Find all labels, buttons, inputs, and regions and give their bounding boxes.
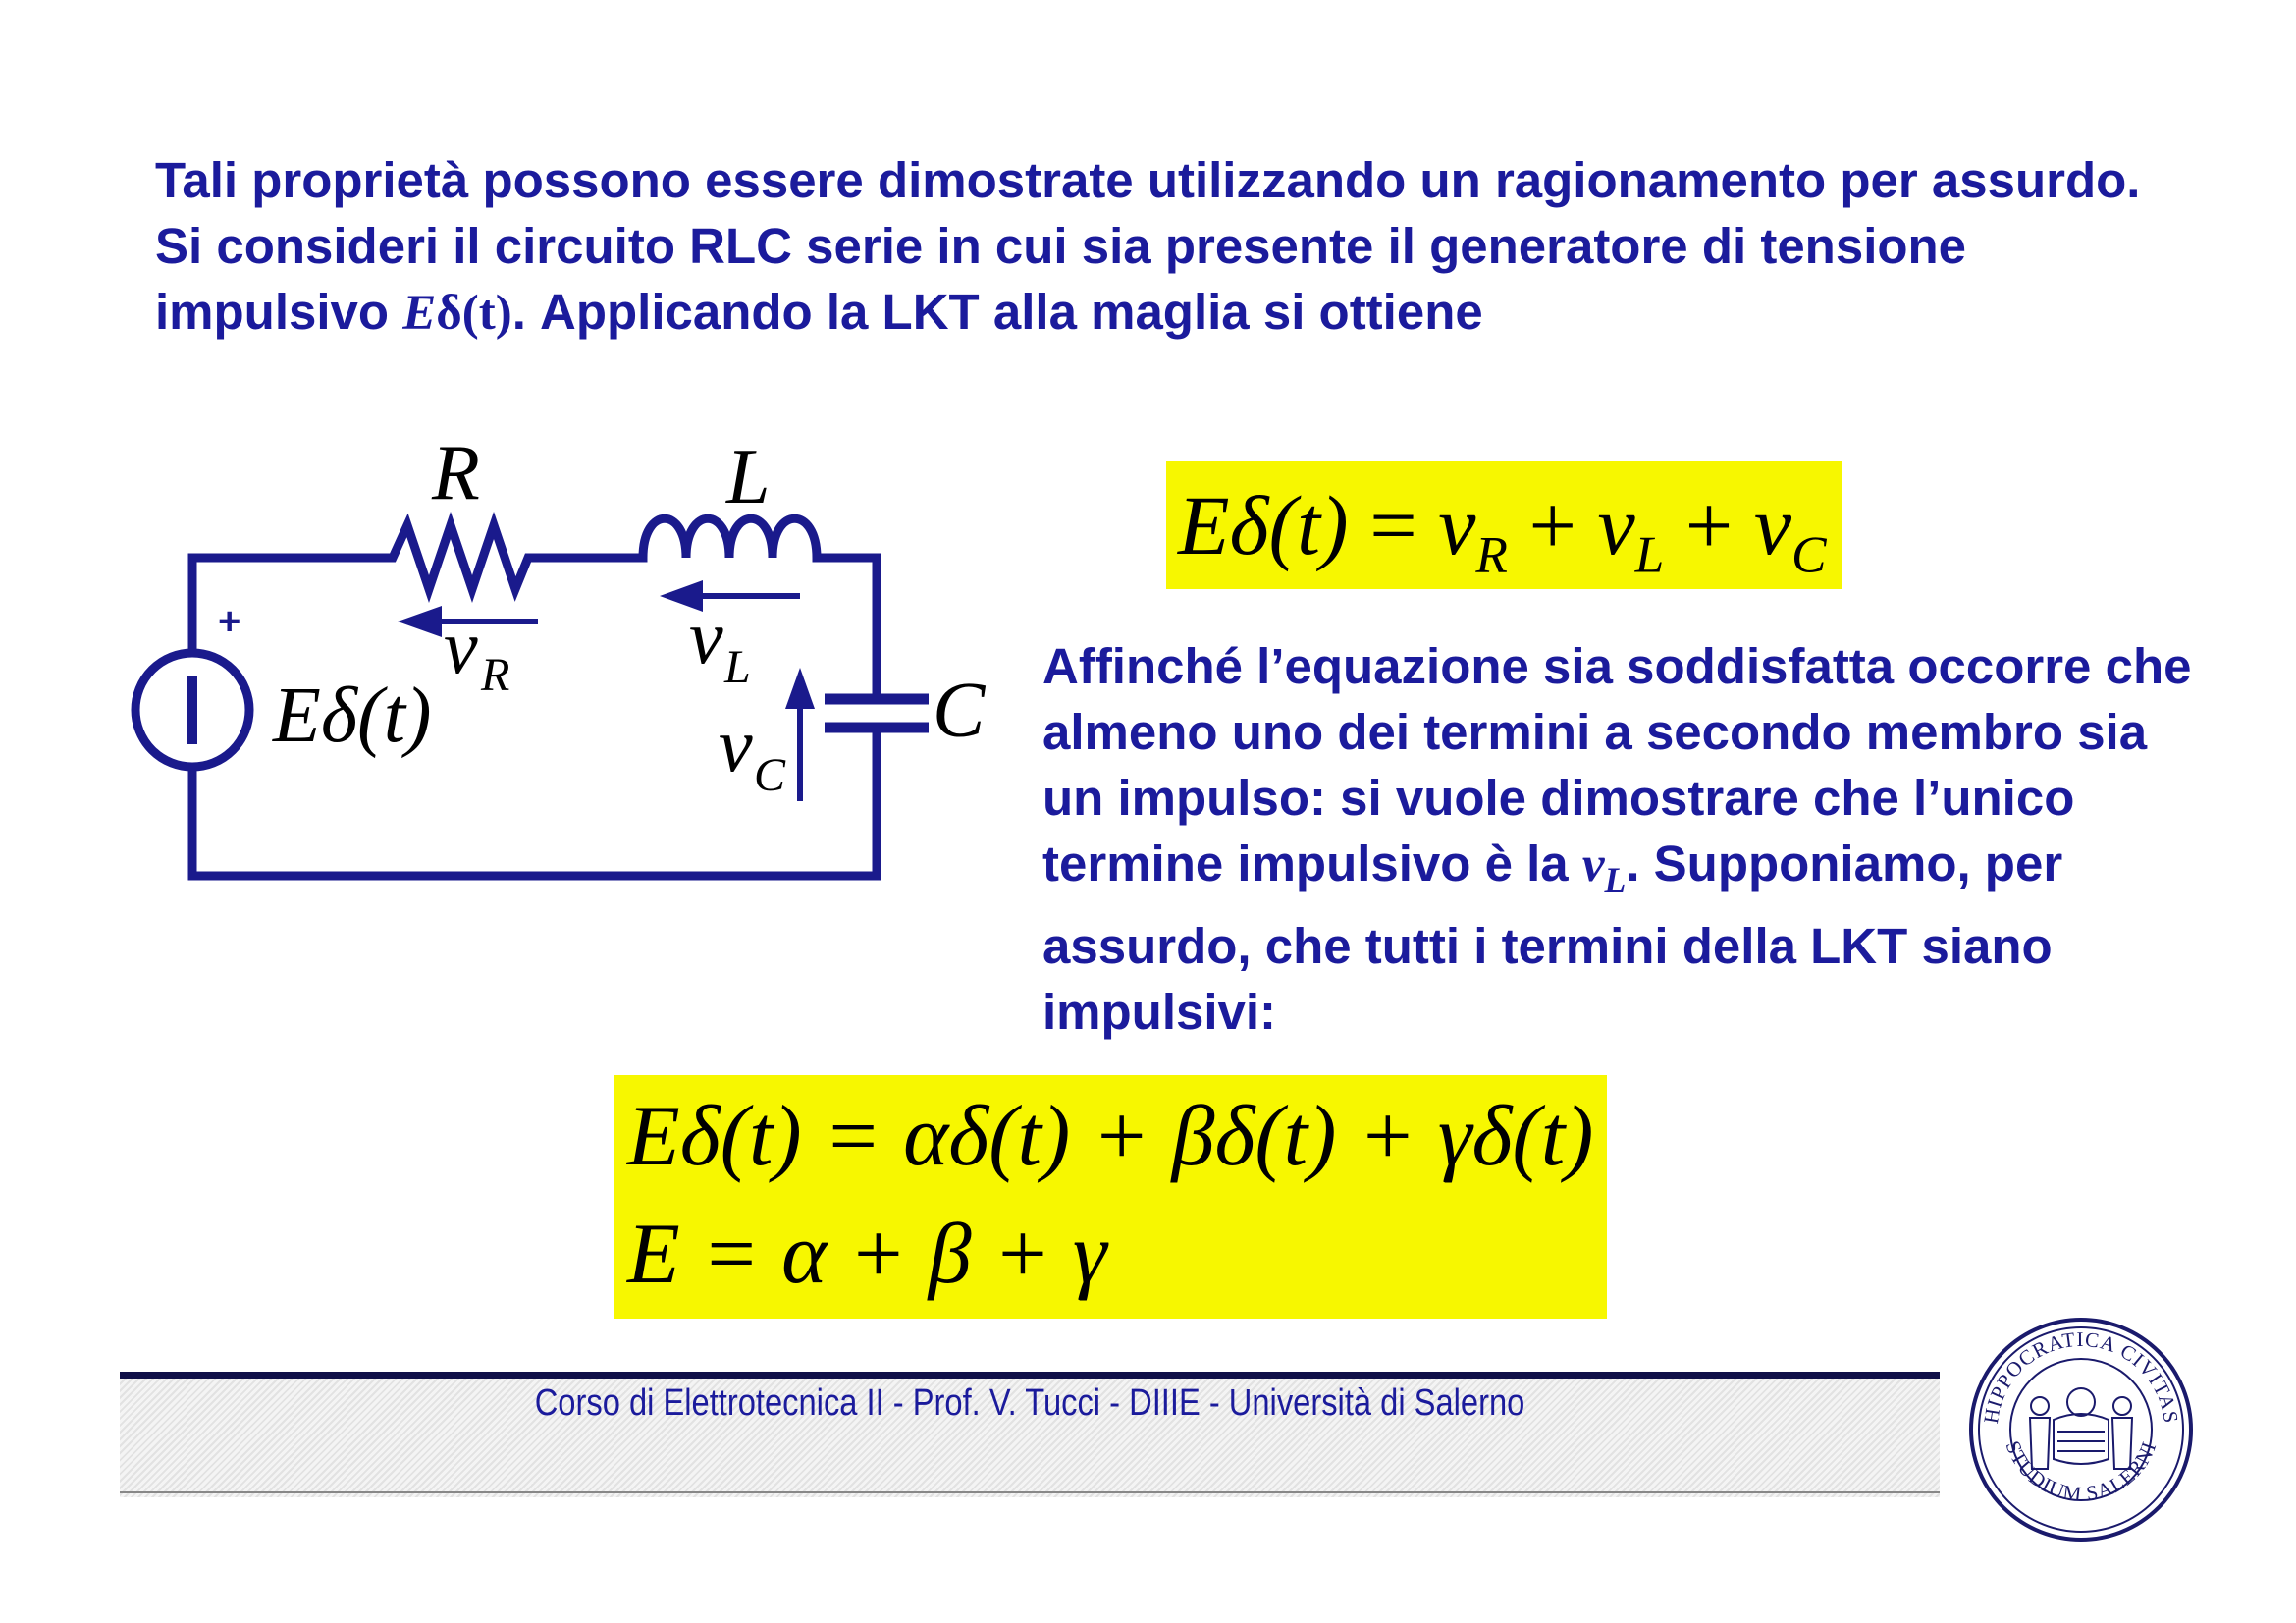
explanation-paragraph (1042, 633, 2220, 1045)
explanation-part-2: . Supponiamo, per assurdo, che tutti i termini della LKT siano impulsivi: (1042, 836, 2063, 1041)
intro-symbol-t: (t) (461, 286, 512, 341)
seal-bottom-text: STUDIUM SALERNI (2001, 1437, 2162, 1506)
lkt-term-vC-sub: C (1790, 524, 1827, 584)
university-seal-logo (1963, 1312, 2199, 1547)
lkt-term-vC: v (1753, 478, 1791, 572)
voltage-source (135, 653, 249, 767)
explanation-symbol: v (1581, 838, 1605, 893)
lkt-term-vR-sub: R (1475, 524, 1508, 584)
vR-symbol: v (444, 604, 478, 689)
rlc-circuit-diagram (0, 0, 1080, 933)
intro-paragraph-2-prefix: Si consideri il circuito RLC serie in cui sia presente il generatore di tensione impulsivo (155, 218, 1967, 340)
resistor-symbol (359, 525, 538, 589)
footer-course-text: Corso di Elettrotecnica II - Prof. V. Tucci - DIIIE - Università di Salerno (534, 1382, 1525, 1424)
impulse-equation-box (614, 1075, 1607, 1319)
intro-paragraph-2-suffix: . Applicando la LKT alla maglia si ottiene (511, 284, 1483, 340)
capacitor-symbol (825, 699, 929, 728)
source-label: Eδ(t) (273, 673, 432, 759)
seal-top-text: HIPPOCRATICA CIVITAS (1979, 1326, 2183, 1426)
vL-label (689, 594, 751, 693)
lkt-term-vL: v (1597, 478, 1635, 572)
vC-symbol: v (719, 702, 753, 787)
lkt-plus-1: + (1507, 478, 1598, 572)
resistor-label: R (432, 430, 480, 516)
lkt-equation-equals: = (1348, 478, 1439, 572)
source-plus-sign: + (218, 600, 241, 643)
lkt-equation-box (1166, 461, 1842, 589)
explanation-symbol-vL (1581, 838, 1627, 900)
vR-label (444, 604, 509, 701)
lkt-term-vL-sub: L (1634, 524, 1665, 584)
capacitor-label: C (933, 668, 986, 754)
lkt-equation-lhs: Eδ(t) (1178, 478, 1349, 572)
vL-symbol: v (689, 594, 723, 679)
impulse-equation-line-2: E = α + β + γ (627, 1207, 1107, 1302)
lkt-term-vR: v (1438, 478, 1476, 572)
intro-symbol-delta: δ (436, 286, 462, 341)
lkt-plus-2: + (1664, 478, 1754, 572)
intro-paragraph-1: Tali proprietà possono essere dimostrate utilizzando un ragionamento per assurdo. (155, 152, 2141, 208)
vL-subscript: L (724, 641, 751, 693)
vC-subscript: C (754, 749, 786, 801)
explanation-text (1042, 633, 2220, 1045)
explanation-symbol-sub: L (1604, 860, 1627, 900)
inductor-label: L (726, 434, 771, 520)
footer-divider (120, 1491, 1940, 1493)
intro-symbol-E: E (402, 286, 437, 341)
impulse-equation-line-1: Eδ(t) = αδ(t) + βδ(t) + γδ(t) (627, 1089, 1594, 1184)
vC-label (719, 702, 786, 801)
explanation-part-1: Affinché l’equazione sia soddisfatta occorre che almeno uno dei termini a secondo membro sia un impulso: si vuole dimostrare che l’unico termine impulsivo è la (1042, 638, 2192, 892)
inductor-symbol (643, 518, 817, 558)
vR-subscript: R (481, 649, 510, 701)
